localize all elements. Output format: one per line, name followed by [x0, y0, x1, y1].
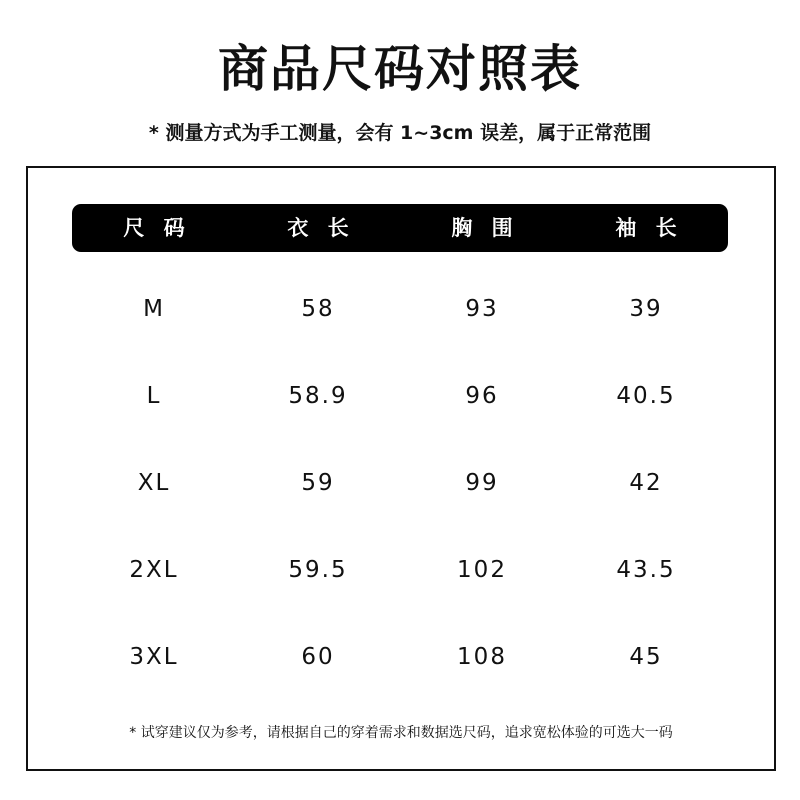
cell-size: 3XL: [129, 644, 179, 670]
header-size: 尺 码: [123, 216, 191, 240]
header-length: 衣 长: [287, 216, 355, 240]
cell-length: 60: [301, 644, 335, 670]
cell-size: L: [146, 383, 162, 409]
header-chest: 胸 围: [451, 216, 519, 240]
table-header: [72, 204, 728, 252]
cell-sleeve: 43.5: [616, 557, 676, 583]
header-sleeve: 袖 长: [615, 216, 683, 240]
cell-length: 59: [301, 470, 335, 496]
cell-chest: 99: [465, 470, 499, 496]
cell-size: XL: [137, 470, 171, 496]
cell-sleeve: 39: [629, 296, 663, 322]
cell-sleeve: 45: [629, 644, 663, 670]
cell-sleeve: 42: [629, 470, 663, 496]
table-row: [72, 468, 728, 498]
measurement-note: * 测量方式为手工测量，会有 1~3cm 误差，属于正常范围: [148, 122, 652, 144]
table-row: [72, 381, 728, 411]
cell-chest: 93: [465, 296, 499, 322]
table-row: [72, 294, 728, 324]
table-row: [72, 642, 728, 672]
size-chart-frame: [26, 166, 776, 771]
cell-chest: 102: [457, 557, 507, 583]
cell-size: 2XL: [129, 557, 179, 583]
fit-advice-note: * 试穿建议仅为参考，请根据自己的穿着需求和数据选尺码，追求宽松体验的可选大一码: [129, 725, 673, 741]
cell-sleeve: 40.5: [616, 383, 676, 409]
cell-size: M: [143, 296, 165, 322]
page-title: 商品尺码对照表: [218, 40, 582, 98]
cell-length: 58: [301, 296, 335, 322]
table-row: [72, 555, 728, 585]
cell-length: 58.9: [288, 383, 348, 409]
cell-length: 59.5: [288, 557, 348, 583]
cell-chest: 96: [465, 383, 499, 409]
cell-chest: 108: [457, 644, 507, 670]
